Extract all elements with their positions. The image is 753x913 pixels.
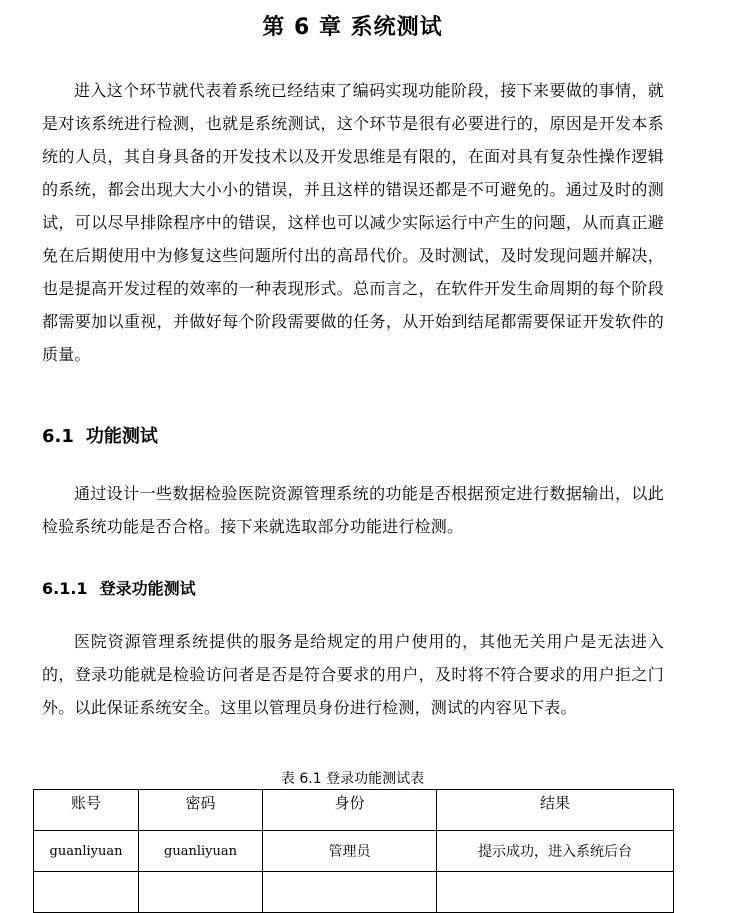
table-caption: 表 6.1 登录功能测试表 [280,771,425,787]
section-heading [42,422,158,448]
cell-password: guanliyuan [139,831,263,872]
section-paragraph: 通过设计一些数据检验医院资源管理系统的功能是否根据预定进行数据输出，以此检验系统功能是否合格。接下来就选取部分功能进行检测。 [42,484,664,536]
header-account: 账号 [34,790,139,831]
cell-empty [437,872,674,913]
subsection-heading [42,576,196,599]
table-header-row [34,790,674,831]
table-row-cut-off [34,872,674,913]
section-title: 功能测试 [85,426,158,447]
header-result: 结果 [437,790,674,831]
header-password: 密码 [139,790,263,831]
cell-identity: 管理员 [263,831,437,872]
cell-empty [34,872,139,913]
cell-empty [263,872,437,913]
header-identity: 身份 [263,790,437,831]
section-number: 6.1 [42,426,74,447]
subsection-paragraph: 医院资源管理系统提供的服务是给规定的用户使用的，其他无关用户是无法进入的，登录功能就是检验访问者是否是符合要求的用户，及时将不符合要求的用户拒之门外。以此保证系统安全。这里以管理员身份进行检测，测试的内容见下表。 [42,632,664,717]
cell-empty [139,872,263,913]
chapter-title: 第 6 章 系统测试 [262,15,443,40]
subsection-number: 6.1.1 [42,579,88,598]
cell-result: 提示成功，进入系统后台 [437,831,674,872]
table-row [34,831,674,872]
intro-paragraph: 进入这个环节就代表着系统已经结束了编码实现功能阶段，接下来要做的事情，就是对该系统进行检测，也就是系统测试，这个环节是很有必要进行的，原因是开发本系统的人员，其自身具备的开发技术以及开发思维是有限的，在面对具有复杂性操作逻辑的系统，都会出现大大小小的错误，并且这样的错误还都是不可避免的。通过及时的测试，可以尽早排除程序中的错误，这样也可以减少实际运行中产生的问题，从而真正避免在后期使用中为修复这些问题所付出的高昂代价。及时测试，及时发现问题并解决，也是提高开发过程的效率的一种表现形式。总而言之，在软件开发生命周期的每个阶段都需要加以重视，并做好每个阶段需要做的任务，从开始到结尾都需要保证开发软件的质量。 [42,81,664,364]
cell-account: guanliyuan [34,831,139,872]
login-test-table [33,789,674,913]
subsection-title: 登录功能测试 [99,579,196,598]
